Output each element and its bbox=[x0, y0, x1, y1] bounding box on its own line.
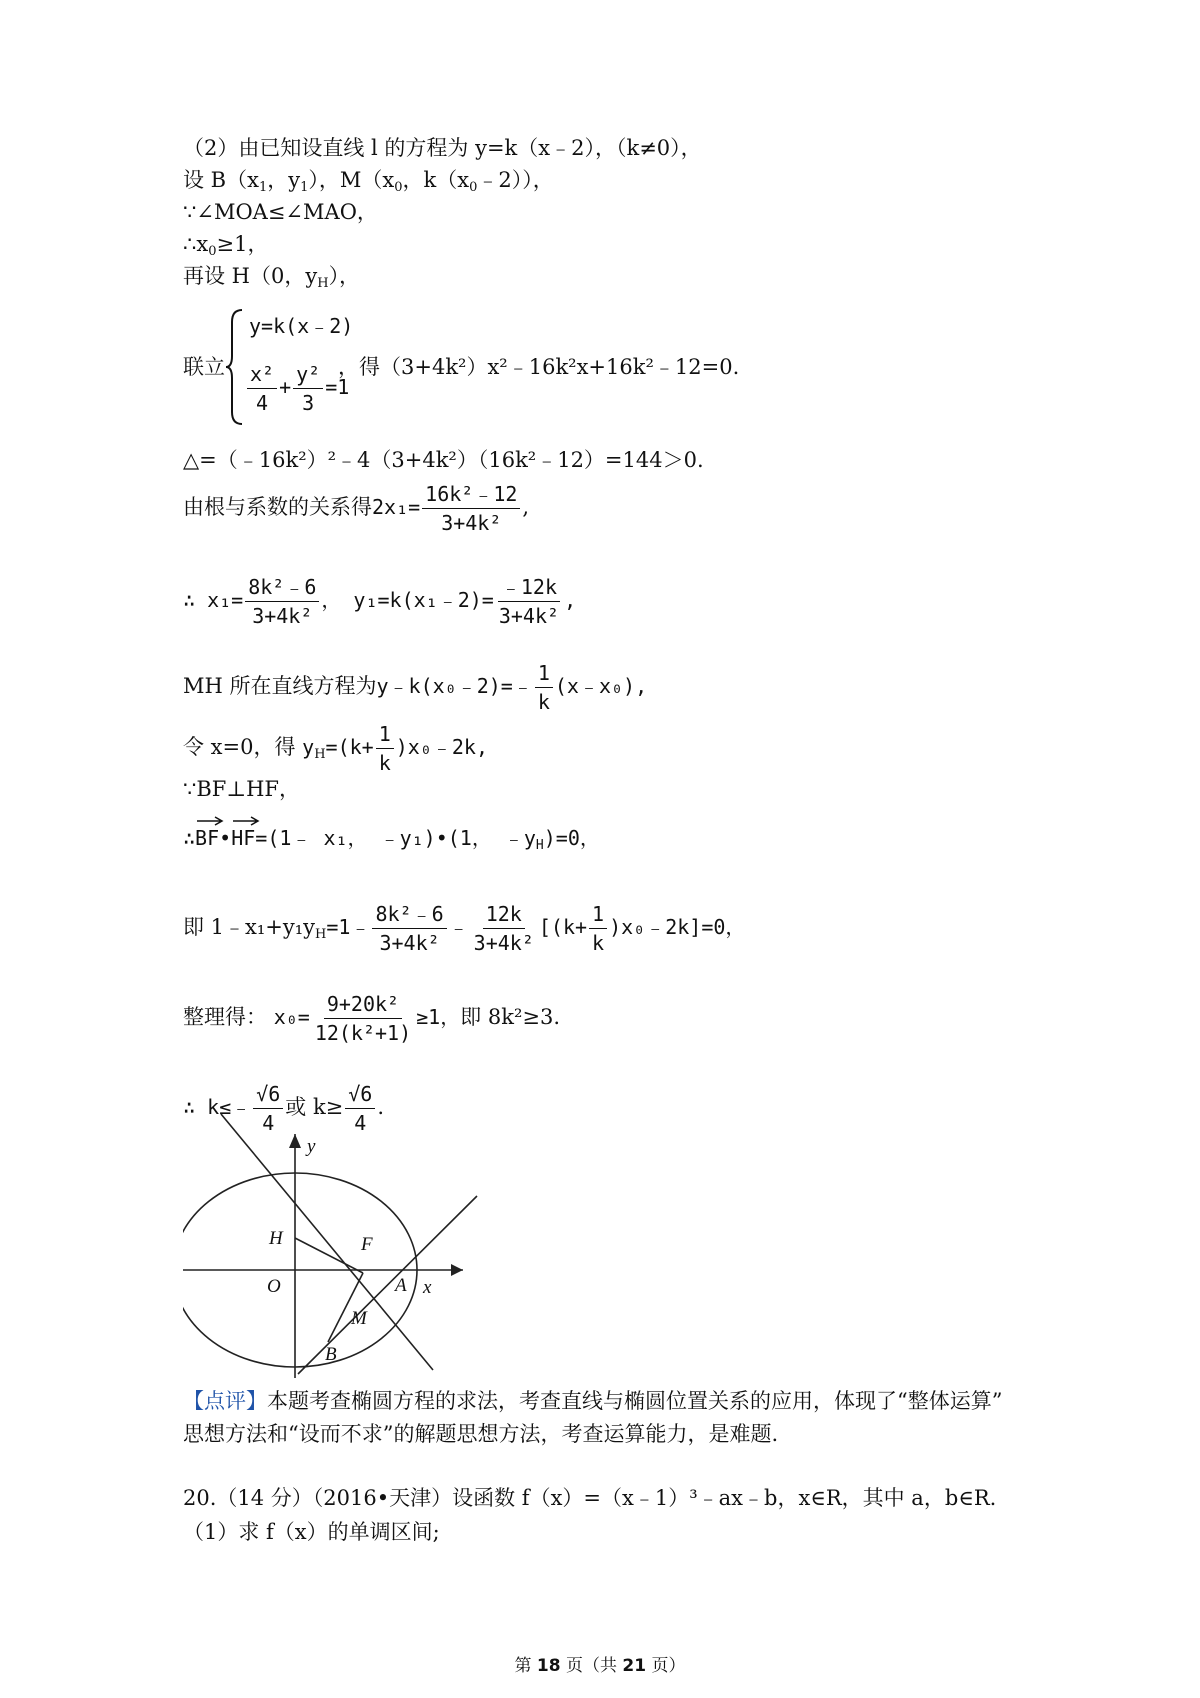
left-brace bbox=[224, 308, 246, 426]
numerator: 8k²﹣6 bbox=[245, 573, 319, 602]
dot-product-line bbox=[183, 824, 600, 860]
fraction bbox=[535, 659, 553, 716]
math-seg: ∴ x₁= bbox=[183, 588, 244, 612]
label-a: A bbox=[395, 1275, 407, 1296]
subscript: 1 bbox=[300, 180, 309, 195]
text-seg: MH 所在直线方程为 bbox=[183, 674, 377, 698]
fraction bbox=[422, 480, 520, 537]
fraction bbox=[293, 360, 323, 417]
denominator: 4 bbox=[262, 1111, 275, 1135]
therefore-sign: ∴ bbox=[183, 826, 196, 850]
text-seg: , bbox=[522, 495, 530, 519]
numerator: 16k²﹣12 bbox=[422, 480, 520, 509]
set-x-zero-line bbox=[183, 720, 488, 777]
numerator: 1 bbox=[589, 900, 607, 929]
roots-line bbox=[183, 573, 576, 630]
numerator: √6 bbox=[253, 1080, 283, 1109]
math-seg: y﹣k(x₀﹣2)=﹣ bbox=[376, 674, 533, 698]
math-seg: =(1﹣ x₁， ﹣y₁)•(1， ﹣y bbox=[255, 826, 536, 850]
subscript: 0 bbox=[208, 244, 217, 259]
subscript: H bbox=[317, 276, 329, 291]
denominator: 3+4k² bbox=[441, 511, 502, 535]
comment-text: 本题考查椭圆方程的求法，考查直线与椭圆位置关系的应用，体现了“整体运算” bbox=[267, 1389, 1003, 1413]
text-seg: ，y bbox=[267, 168, 301, 192]
subscript: 0 bbox=[394, 180, 403, 195]
math-seg: x₀= bbox=[273, 1005, 310, 1029]
subscript: H bbox=[535, 838, 544, 853]
vector-arrow-icon bbox=[195, 816, 225, 826]
math-seg: =(k+ bbox=[325, 735, 374, 759]
text-seg: ≥1， bbox=[216, 232, 269, 256]
system-prefix: 联立 bbox=[183, 355, 225, 379]
equals-one: =1 bbox=[325, 375, 350, 399]
x0-condition-line bbox=[183, 230, 268, 266]
text-seg: 即 8k²≥3. bbox=[460, 1005, 561, 1029]
numerator: 8k²﹣6 bbox=[372, 900, 446, 929]
denominator: 3+4k² bbox=[498, 604, 560, 628]
text-seg: 再设 H（0，y bbox=[183, 264, 318, 288]
text-seg: ）， bbox=[328, 264, 361, 288]
denominator: 3+4k² bbox=[379, 931, 440, 955]
text-seg: 或 k≥ bbox=[285, 1095, 344, 1119]
numerator: x² bbox=[247, 360, 277, 389]
vector-arrow-icon bbox=[231, 816, 261, 826]
numerator: 9+20k² bbox=[324, 990, 402, 1019]
label-b: B bbox=[325, 1344, 337, 1365]
solution-part2-intro: （2）由已知设直线 l 的方程为 y=k（x﹣2），（k≠0）， bbox=[183, 136, 702, 160]
math-seg: =1﹣ bbox=[326, 915, 371, 939]
define-h-line bbox=[183, 262, 360, 298]
perpendicular-line: ∵BF⊥HF， bbox=[183, 777, 300, 801]
footer-text: 页（共 bbox=[566, 1656, 617, 1676]
vector-bf bbox=[195, 824, 219, 852]
subscript: H bbox=[314, 747, 326, 762]
line-l bbox=[221, 1114, 433, 1370]
discriminant-line: △=（﹣16k²）²﹣4（3+4k²）（16k²﹣12）=144＞0. bbox=[183, 448, 704, 472]
fraction bbox=[247, 360, 277, 417]
denominator: 3+4k² bbox=[252, 604, 313, 628]
text-seg: ﹣2））， bbox=[477, 168, 554, 192]
numerator: 12k bbox=[483, 900, 525, 929]
denominator: 3+4k² bbox=[473, 931, 534, 955]
simplified-line bbox=[183, 990, 560, 1047]
text-seg: . bbox=[377, 1095, 385, 1119]
numerator: 1 bbox=[535, 659, 553, 688]
footer-text: 页） bbox=[651, 1656, 686, 1676]
math-seg: ≥1， bbox=[416, 1005, 461, 1029]
numerator: 1 bbox=[376, 720, 394, 749]
math-seg: ， y₁=k(x₁﹣2)= bbox=[321, 588, 494, 612]
equation-system bbox=[183, 308, 743, 426]
fraction bbox=[589, 900, 607, 957]
text-seg: 令 x=0，得 bbox=[183, 735, 303, 759]
angle-condition-line: ∵∠MOA≤∠MAO， bbox=[183, 200, 378, 224]
plus-sign: + bbox=[279, 375, 292, 399]
comment-line-2: 思想方法和“设而不求”的解题思想方法，考查运算能力，是难题. bbox=[183, 1422, 779, 1446]
label-m: M bbox=[351, 1308, 367, 1329]
text-seg: ，k（x bbox=[402, 168, 470, 192]
y-axis-arrow-icon bbox=[289, 1134, 301, 1148]
label-x: x bbox=[423, 1277, 432, 1298]
system-result: ，得（3+4k²）x²﹣16k²x+16k²﹣12=0. bbox=[338, 355, 740, 379]
numerator: √6 bbox=[345, 1080, 375, 1109]
x-axis-arrow-icon bbox=[451, 1264, 463, 1276]
denominator: 4 bbox=[256, 391, 269, 415]
subscript: H bbox=[315, 927, 327, 942]
math-seg: , bbox=[564, 588, 577, 612]
text-seg: 由根与系数的关系得 bbox=[183, 495, 372, 519]
math-seg: )x₀﹣2k, bbox=[395, 735, 489, 759]
text-seg: 设 B（x bbox=[183, 168, 259, 192]
footer-text: 第 bbox=[514, 1656, 532, 1676]
numerator: y² bbox=[293, 360, 323, 389]
denominator: 3 bbox=[302, 391, 315, 415]
math-seg: )=0， bbox=[543, 826, 600, 850]
math-seg: )x₀﹣2k]=0， bbox=[609, 915, 746, 939]
page-footer bbox=[0, 1654, 1200, 1678]
ellipse-diagram bbox=[183, 1112, 483, 1380]
fraction bbox=[372, 900, 446, 957]
vieta-line bbox=[183, 480, 529, 537]
subscript: 1 bbox=[258, 180, 268, 195]
total-pages: 21 bbox=[622, 1656, 647, 1676]
denominator: k bbox=[537, 690, 550, 714]
label-y: y bbox=[307, 1136, 316, 1157]
math-seg: (x﹣x₀), bbox=[554, 674, 648, 698]
subscript: 0 bbox=[469, 180, 478, 195]
fraction bbox=[376, 720, 394, 777]
page-number: 18 bbox=[536, 1656, 561, 1676]
equation-ellipse bbox=[245, 360, 349, 417]
fraction bbox=[312, 990, 414, 1047]
equation-line-1: y=k(x﹣2) bbox=[249, 314, 354, 338]
denominator: 12(k²+1) bbox=[314, 1021, 412, 1045]
denominator: k bbox=[592, 931, 605, 955]
text-seg: ），M（x bbox=[308, 168, 395, 192]
numerator: ﹣12k bbox=[498, 573, 560, 602]
text-seg: 即 1﹣x₁+y₁y bbox=[183, 915, 316, 939]
fraction bbox=[245, 573, 319, 630]
fraction bbox=[471, 900, 537, 957]
dot-operator: • bbox=[219, 826, 232, 850]
define-points-line bbox=[183, 166, 554, 202]
question-20-part1: （1）求 f（x）的单调区间; bbox=[183, 1520, 440, 1544]
comment-label: 【点评】 bbox=[183, 1389, 267, 1413]
math-seg: ∴ k≤﹣ bbox=[183, 1095, 252, 1119]
math-seg: y bbox=[302, 735, 315, 759]
label-f: F bbox=[361, 1234, 373, 1255]
vector-label: BF bbox=[195, 826, 220, 850]
math-seg: 2x₁= bbox=[372, 495, 421, 519]
text-seg: ∴x bbox=[183, 232, 209, 256]
fraction bbox=[496, 573, 562, 630]
expanded-equation-line bbox=[183, 900, 745, 957]
text-seg: 整理得： bbox=[183, 1005, 274, 1029]
vector-label: HF bbox=[231, 826, 256, 850]
math-seg: ﹣ bbox=[448, 915, 469, 939]
math-seg: [(k+ bbox=[538, 915, 588, 939]
question-20-stem: 20.（14 分）（2016•天津）设函数 f（x）=（x﹣1）³﹣ax﹣b，x∈R，其中 a，b∈R. bbox=[183, 1486, 997, 1510]
mh-equation-line bbox=[183, 659, 647, 716]
label-o: O bbox=[267, 1276, 281, 1297]
vector-hf bbox=[231, 824, 255, 852]
denominator: 4 bbox=[354, 1111, 367, 1135]
comment-line-1 bbox=[183, 1387, 1002, 1415]
label-h: H bbox=[269, 1228, 283, 1249]
denominator: k bbox=[378, 751, 391, 775]
